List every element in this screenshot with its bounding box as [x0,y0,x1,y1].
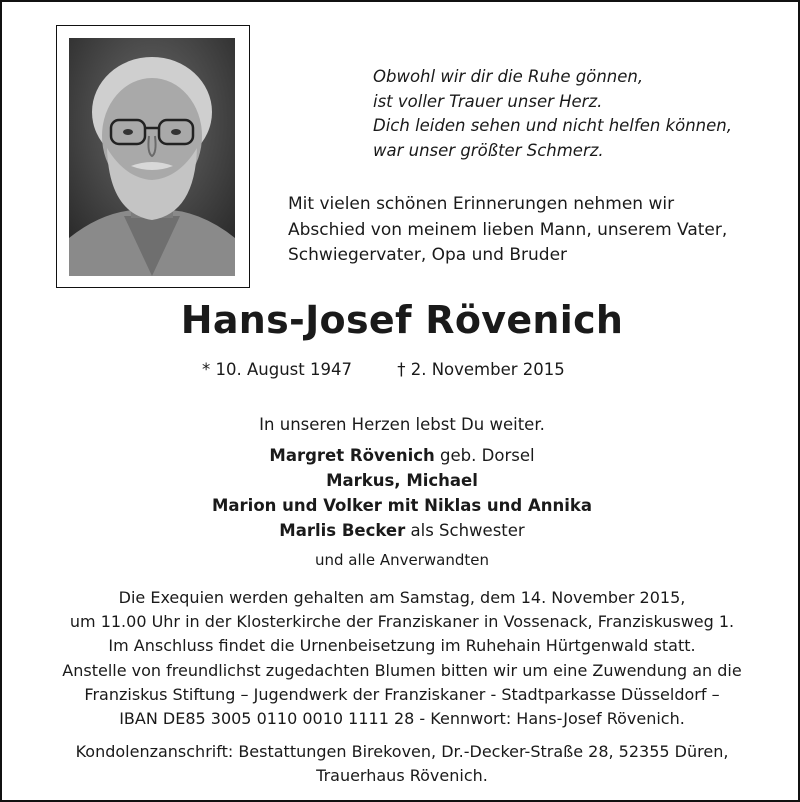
poem-line: war unser größter Schmerz. [373,140,604,160]
funeral-line: Die Exequien werden gehalten am Samstag, dem 14. November 2015, [118,588,686,607]
intro-line: Abschied von meinem lieben Mann, unserem Vater, [288,219,728,240]
donation-line: Franziskus Stiftung – Jugendwerk der Franziskaner - Stadtparkasse Düsseldorf – [84,685,720,704]
funeral-line: Im Anschluss findet die Urnenbeisetzung im Ruhehain Hürtgenwald statt. [108,636,696,655]
memorial-motto: In unseren Herzen lebst Du weiter. [259,415,545,434]
mourner-line [2,443,800,468]
condolence-line: Trauerhaus Rövenich. [316,766,488,785]
poem-line: ist voller Trauer unser Herz. [373,91,603,111]
condolence-line: Kondolenzanschrift: Bestattungen Birekoven, Dr.-Decker-Straße 28, 52355 Düren, [75,742,729,761]
deceased-name: Hans-Josef Rövenich [180,298,624,342]
mourner-name: Markus, Michael [326,471,478,490]
farewell-intro [288,192,727,269]
mourner-note: geb. Dorsel [434,446,535,465]
intro-line: Schwiegervater, Opa und Bruder [288,245,568,265]
donation-line: IBAN DE85 3005 0110 0010 1111 28 - Kennwort: Hans-Josef Rövenich. [119,709,685,728]
funeral-line: um 11.00 Uhr in der Klosterkirche der Franziskaner in Vossenack, Franziskusweg 1. [69,612,735,631]
mourner-line [2,468,800,493]
death-date: † 2. November 2015 [397,360,565,379]
mourner-note: als Schwester [405,521,525,540]
portrait-photo [69,38,235,276]
mourner-line [2,518,800,543]
mourner-name: Marlis Becker [279,521,406,540]
poem-line: Dich leiden sehen und nicht helfen können, [373,116,732,135]
mourner-line [2,493,800,518]
donation-line: Anstelle von freundlichst zugedachten Blumen bitten wir um eine Zuwendung an die [62,661,742,680]
condolence-address [2,740,800,788]
funeral-info [2,586,800,658]
relatives-note: und alle Anverwandten [315,551,489,569]
poem-line: Obwohl wir dir die Ruhe gönnen, [373,67,644,86]
donation-info [2,659,800,731]
life-dates [202,360,565,379]
mourners-list [2,443,800,543]
mourner-name: Marion und Volker mit Niklas und Annika [211,496,593,515]
mourner-name: Margret Rövenich [269,446,435,465]
intro-line: Mit vielen schönen Erinnerungen nehmen wir [288,194,675,214]
birth-date: * 10. August 1947 [202,360,352,379]
memorial-poem [373,65,732,163]
portrait-frame [56,25,250,288]
